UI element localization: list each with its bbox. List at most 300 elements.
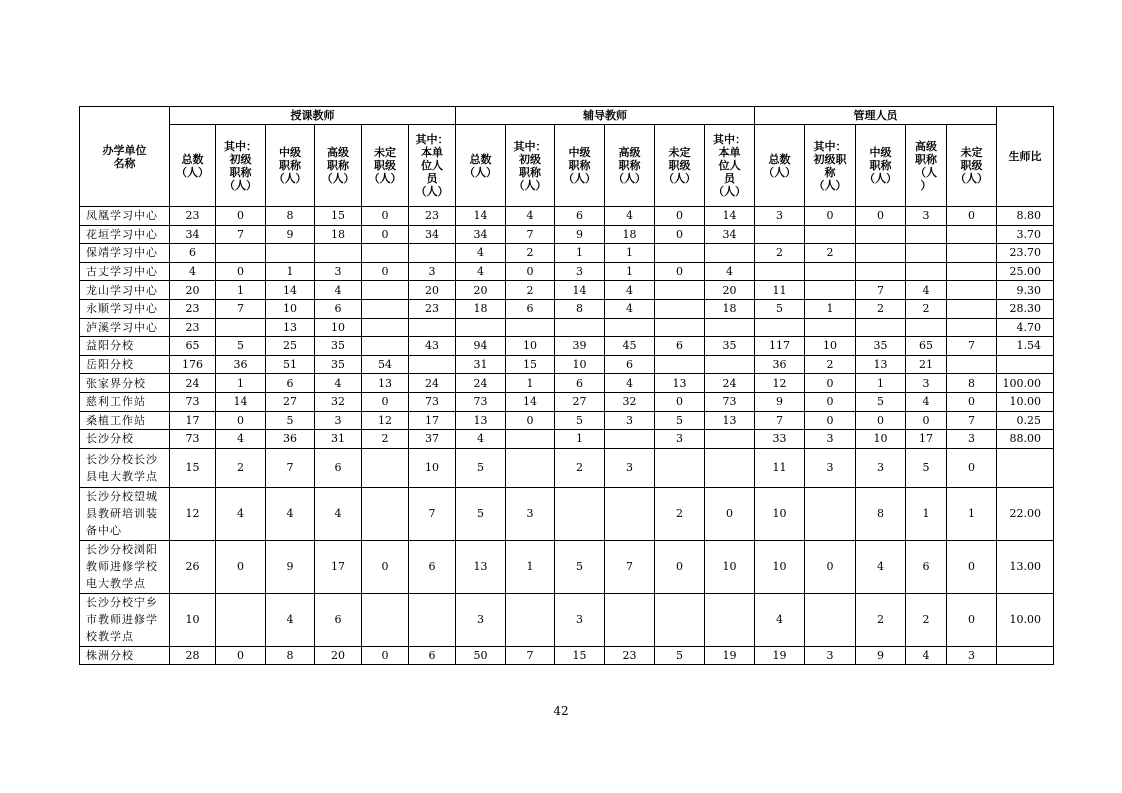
- value-cell: 2: [906, 593, 947, 646]
- ratio-cell: 8.80: [997, 207, 1054, 226]
- value-cell: [362, 448, 409, 487]
- value-cell: 35: [315, 337, 362, 356]
- table-row: [80, 337, 1054, 356]
- value-cell: 0: [906, 411, 947, 430]
- value-cell: 13: [456, 540, 506, 593]
- value-cell: 35: [856, 337, 906, 356]
- value-cell: 2: [856, 299, 906, 318]
- value-cell: 6: [506, 299, 555, 318]
- value-cell: 10: [755, 540, 805, 593]
- value-cell: 4: [906, 281, 947, 300]
- value-cell: 10: [805, 337, 856, 356]
- header-tutor-col-2: 中级 职称 （人）: [555, 125, 605, 207]
- value-cell: 23: [409, 299, 456, 318]
- value-cell: 4: [605, 374, 655, 393]
- value-cell: [555, 487, 605, 540]
- value-cell: 34: [705, 225, 755, 244]
- header-ratio: 生师比: [997, 107, 1054, 207]
- value-cell: [655, 355, 705, 374]
- value-cell: 10: [266, 299, 315, 318]
- unit-name-cell: 益阳分校: [80, 337, 170, 356]
- value-cell: [705, 318, 755, 337]
- value-cell: [705, 430, 755, 449]
- value-cell: 10: [170, 593, 216, 646]
- value-cell: 3: [506, 487, 555, 540]
- value-cell: 7: [506, 225, 555, 244]
- value-cell: 8: [947, 374, 997, 393]
- value-cell: 2: [362, 430, 409, 449]
- value-cell: 0: [856, 411, 906, 430]
- table-row: [80, 540, 1054, 593]
- value-cell: [947, 299, 997, 318]
- value-cell: 2: [506, 281, 555, 300]
- value-cell: [947, 225, 997, 244]
- value-cell: 31: [315, 430, 362, 449]
- value-cell: [947, 281, 997, 300]
- value-cell: 15: [315, 207, 362, 226]
- value-cell: 11: [755, 448, 805, 487]
- value-cell: 9: [266, 225, 315, 244]
- value-cell: 3: [409, 262, 456, 281]
- value-cell: 12: [170, 487, 216, 540]
- header-teaching-col-3: 高级 职称 （人）: [315, 125, 362, 207]
- value-cell: 28: [170, 646, 216, 665]
- value-cell: 11: [755, 281, 805, 300]
- table-row: [80, 355, 1054, 374]
- value-cell: 19: [705, 646, 755, 665]
- value-cell: 73: [170, 392, 216, 411]
- value-cell: [856, 318, 906, 337]
- value-cell: 24: [170, 374, 216, 393]
- value-cell: [362, 318, 409, 337]
- value-cell: 1: [555, 430, 605, 449]
- value-cell: 4: [216, 487, 266, 540]
- value-cell: 9: [755, 392, 805, 411]
- value-cell: 6: [409, 540, 456, 593]
- value-cell: [456, 318, 506, 337]
- value-cell: 4: [266, 593, 315, 646]
- value-cell: 9: [266, 540, 315, 593]
- value-cell: 7: [266, 448, 315, 487]
- unit-name-cell: 长沙分校望城 县教研培训装 备中心: [80, 487, 170, 540]
- value-cell: [906, 244, 947, 263]
- value-cell: 3: [805, 448, 856, 487]
- value-cell: 9: [555, 225, 605, 244]
- value-cell: 6: [555, 207, 605, 226]
- value-cell: 23: [170, 207, 216, 226]
- ratio-cell: 28.30: [997, 299, 1054, 318]
- value-cell: 0: [362, 225, 409, 244]
- table-row: [80, 207, 1054, 226]
- value-cell: [605, 593, 655, 646]
- value-cell: 34: [409, 225, 456, 244]
- value-cell: 33: [755, 430, 805, 449]
- value-cell: 0: [805, 207, 856, 226]
- value-cell: [805, 487, 856, 540]
- value-cell: 19: [755, 646, 805, 665]
- value-cell: 7: [605, 540, 655, 593]
- value-cell: 0: [805, 392, 856, 411]
- table-row: [80, 430, 1054, 449]
- value-cell: 20: [409, 281, 456, 300]
- value-cell: 0: [362, 392, 409, 411]
- value-cell: 13: [362, 374, 409, 393]
- value-cell: 6: [906, 540, 947, 593]
- value-cell: 5: [216, 337, 266, 356]
- value-cell: 3: [805, 430, 856, 449]
- value-cell: 3: [906, 207, 947, 226]
- value-cell: [906, 262, 947, 281]
- value-cell: [506, 448, 555, 487]
- table-row: [80, 299, 1054, 318]
- value-cell: 4: [755, 593, 805, 646]
- value-cell: 0: [947, 540, 997, 593]
- value-cell: 0: [216, 646, 266, 665]
- header-group-management: 管理人员: [755, 107, 997, 125]
- value-cell: 4: [315, 374, 362, 393]
- value-cell: 13: [266, 318, 315, 337]
- value-cell: [409, 244, 456, 263]
- value-cell: 13: [655, 374, 705, 393]
- unit-name-cell: 张家界分校: [80, 374, 170, 393]
- value-cell: 0: [506, 411, 555, 430]
- value-cell: 15: [555, 646, 605, 665]
- value-cell: 1: [216, 374, 266, 393]
- value-cell: [906, 318, 947, 337]
- header-teaching-col-5: 其中： 本单 位人 员 （人）: [409, 125, 456, 207]
- ratio-cell: 3.70: [997, 225, 1054, 244]
- unit-name-cell: 株洲分校: [80, 646, 170, 665]
- value-cell: 0: [362, 262, 409, 281]
- value-cell: 5: [456, 448, 506, 487]
- table-row: [80, 374, 1054, 393]
- unit-name-cell: 慈利工作站: [80, 392, 170, 411]
- value-cell: 18: [605, 225, 655, 244]
- value-cell: 20: [170, 281, 216, 300]
- value-cell: 3: [555, 593, 605, 646]
- value-cell: 1: [947, 487, 997, 540]
- value-cell: 23: [170, 318, 216, 337]
- value-cell: 0: [805, 374, 856, 393]
- ratio-cell: 23.70: [997, 244, 1054, 263]
- table-row: [80, 392, 1054, 411]
- value-cell: 8: [266, 646, 315, 665]
- value-cell: 0: [805, 411, 856, 430]
- value-cell: 0: [856, 207, 906, 226]
- value-cell: 36: [755, 355, 805, 374]
- value-cell: [216, 318, 266, 337]
- value-cell: 2: [655, 487, 705, 540]
- value-cell: [705, 593, 755, 646]
- value-cell: 54: [362, 355, 409, 374]
- value-cell: 0: [362, 646, 409, 665]
- value-cell: 18: [315, 225, 362, 244]
- value-cell: 0: [362, 540, 409, 593]
- value-cell: 12: [755, 374, 805, 393]
- value-cell: 5: [906, 448, 947, 487]
- value-cell: [216, 244, 266, 263]
- table-row: [80, 225, 1054, 244]
- value-cell: [362, 299, 409, 318]
- value-cell: 0: [655, 207, 705, 226]
- value-cell: 3: [315, 262, 362, 281]
- value-cell: [856, 244, 906, 263]
- value-cell: 3: [605, 448, 655, 487]
- value-cell: 6: [409, 646, 456, 665]
- value-cell: 3: [456, 593, 506, 646]
- table-row: [80, 318, 1054, 337]
- value-cell: [409, 355, 456, 374]
- ratio-cell: 22.00: [997, 487, 1054, 540]
- value-cell: 5: [266, 411, 315, 430]
- value-cell: 50: [456, 646, 506, 665]
- value-cell: 23: [409, 207, 456, 226]
- value-cell: 18: [456, 299, 506, 318]
- value-cell: 1: [266, 262, 315, 281]
- value-cell: 35: [315, 355, 362, 374]
- value-cell: 51: [266, 355, 315, 374]
- value-cell: 5: [655, 646, 705, 665]
- value-cell: 32: [605, 392, 655, 411]
- value-cell: 6: [655, 337, 705, 356]
- value-cell: 3: [555, 262, 605, 281]
- value-cell: 1: [216, 281, 266, 300]
- ratio-cell: 4.70: [997, 318, 1054, 337]
- value-cell: 3: [655, 430, 705, 449]
- value-cell: 4: [456, 430, 506, 449]
- value-cell: 7: [947, 411, 997, 430]
- value-cell: 5: [655, 411, 705, 430]
- unit-name-cell: 永顺学习中心: [80, 299, 170, 318]
- value-cell: 7: [216, 225, 266, 244]
- value-cell: 14: [216, 392, 266, 411]
- table-row: [80, 244, 1054, 263]
- header-teaching-col-1: 其中： 初级 职称 （人）: [216, 125, 266, 207]
- header-tutor-col-0: 总数 （人）: [456, 125, 506, 207]
- value-cell: 34: [170, 225, 216, 244]
- header-mgmt-col-0: 总数 （人）: [755, 125, 805, 207]
- unit-name-cell: 泸溪学习中心: [80, 318, 170, 337]
- value-cell: [805, 318, 856, 337]
- value-cell: 10: [315, 318, 362, 337]
- value-cell: 73: [409, 392, 456, 411]
- ratio-cell: [997, 355, 1054, 374]
- value-cell: 1: [805, 299, 856, 318]
- value-cell: 1: [506, 540, 555, 593]
- value-cell: [805, 225, 856, 244]
- ratio-cell: 100.00: [997, 374, 1054, 393]
- value-cell: 7: [506, 646, 555, 665]
- value-cell: 5: [856, 392, 906, 411]
- value-cell: 24: [705, 374, 755, 393]
- value-cell: [947, 318, 997, 337]
- ratio-cell: 9.30: [997, 281, 1054, 300]
- value-cell: 14: [456, 207, 506, 226]
- value-cell: 0: [947, 448, 997, 487]
- value-cell: 10: [555, 355, 605, 374]
- value-cell: 25: [266, 337, 315, 356]
- page-number: 42: [553, 704, 569, 718]
- table-row: [80, 281, 1054, 300]
- value-cell: 6: [605, 355, 655, 374]
- value-cell: [755, 262, 805, 281]
- value-cell: 14: [705, 207, 755, 226]
- value-cell: 8: [856, 487, 906, 540]
- value-cell: 2: [506, 244, 555, 263]
- value-cell: 3: [755, 207, 805, 226]
- value-cell: 1: [506, 374, 555, 393]
- header-teaching-col-2: 中级 职称 （人）: [266, 125, 315, 207]
- value-cell: 0: [655, 225, 705, 244]
- value-cell: [805, 593, 856, 646]
- value-cell: 2: [805, 355, 856, 374]
- value-cell: 4: [456, 244, 506, 263]
- ratio-cell: 10.00: [997, 392, 1054, 411]
- staff-table: [79, 106, 1054, 665]
- value-cell: 26: [170, 540, 216, 593]
- value-cell: 1: [856, 374, 906, 393]
- value-cell: 31: [456, 355, 506, 374]
- value-cell: [362, 487, 409, 540]
- value-cell: 3: [947, 646, 997, 665]
- value-cell: 35: [705, 337, 755, 356]
- value-cell: [655, 299, 705, 318]
- value-cell: [947, 262, 997, 281]
- value-cell: 10: [409, 448, 456, 487]
- value-cell: 6: [315, 593, 362, 646]
- value-cell: [506, 318, 555, 337]
- value-cell: 15: [506, 355, 555, 374]
- value-cell: [409, 318, 456, 337]
- value-cell: 14: [506, 392, 555, 411]
- value-cell: 1: [605, 262, 655, 281]
- value-cell: 37: [409, 430, 456, 449]
- value-cell: 4: [906, 392, 947, 411]
- value-cell: [805, 262, 856, 281]
- value-cell: 2: [856, 593, 906, 646]
- unit-name-cell: 岳阳分校: [80, 355, 170, 374]
- value-cell: 12: [362, 411, 409, 430]
- value-cell: 10: [755, 487, 805, 540]
- value-cell: 21: [906, 355, 947, 374]
- value-cell: 65: [906, 337, 947, 356]
- value-cell: 23: [170, 299, 216, 318]
- value-cell: 20: [456, 281, 506, 300]
- value-cell: 0: [805, 540, 856, 593]
- value-cell: [655, 244, 705, 263]
- value-cell: 176: [170, 355, 216, 374]
- value-cell: 0: [506, 262, 555, 281]
- value-cell: 10: [506, 337, 555, 356]
- value-cell: [506, 593, 555, 646]
- value-cell: 1: [555, 244, 605, 263]
- value-cell: 4: [605, 281, 655, 300]
- value-cell: 0: [705, 487, 755, 540]
- table-row: [80, 262, 1054, 281]
- value-cell: 39: [555, 337, 605, 356]
- value-cell: 18: [705, 299, 755, 318]
- value-cell: [605, 430, 655, 449]
- value-cell: 2: [906, 299, 947, 318]
- value-cell: [655, 318, 705, 337]
- value-cell: 0: [947, 207, 997, 226]
- unit-name-cell: 长沙分校: [80, 430, 170, 449]
- value-cell: 7: [755, 411, 805, 430]
- value-cell: 45: [605, 337, 655, 356]
- value-cell: 117: [755, 337, 805, 356]
- value-cell: 0: [655, 262, 705, 281]
- value-cell: 4: [216, 430, 266, 449]
- value-cell: 23: [605, 646, 655, 665]
- value-cell: 0: [947, 593, 997, 646]
- value-cell: 73: [456, 392, 506, 411]
- value-cell: 14: [266, 281, 315, 300]
- value-cell: 3: [856, 448, 906, 487]
- header-teaching-col-4: 未定 职级 （人）: [362, 125, 409, 207]
- value-cell: [362, 337, 409, 356]
- table-row: [80, 448, 1054, 487]
- value-cell: 7: [856, 281, 906, 300]
- value-cell: [856, 225, 906, 244]
- header-tutor-col-5: 其中： 本单 位人 员 （人）: [705, 125, 755, 207]
- value-cell: 0: [655, 540, 705, 593]
- value-cell: 3: [605, 411, 655, 430]
- value-cell: 15: [170, 448, 216, 487]
- value-cell: 7: [409, 487, 456, 540]
- value-cell: [362, 593, 409, 646]
- unit-name-cell: 花垣学习中心: [80, 225, 170, 244]
- value-cell: 13: [856, 355, 906, 374]
- ratio-cell: 1.54: [997, 337, 1054, 356]
- value-cell: 4: [605, 207, 655, 226]
- unit-name-cell: 长沙分校浏阳 教师进修学校 电大教学点: [80, 540, 170, 593]
- value-cell: 2: [555, 448, 605, 487]
- ratio-cell: 10.00: [997, 593, 1054, 646]
- value-cell: 27: [266, 392, 315, 411]
- header-mgmt-col-2: 中级 职称 （人）: [856, 125, 906, 207]
- value-cell: 4: [856, 540, 906, 593]
- value-cell: [605, 487, 655, 540]
- header-unit-name: 办学单位 名称: [80, 107, 170, 207]
- value-cell: 10: [856, 430, 906, 449]
- value-cell: 5: [555, 540, 605, 593]
- value-cell: [362, 281, 409, 300]
- header-tutor-col-3: 高级 职称 （人）: [605, 125, 655, 207]
- value-cell: 4: [315, 487, 362, 540]
- value-cell: [216, 593, 266, 646]
- header-tutor-col-1: 其中： 初级 职称 （人）: [506, 125, 555, 207]
- value-cell: 4: [705, 262, 755, 281]
- table-row: [80, 646, 1054, 665]
- value-cell: 7: [216, 299, 266, 318]
- value-cell: 2: [805, 244, 856, 263]
- value-cell: 73: [705, 392, 755, 411]
- table-row: [80, 411, 1054, 430]
- value-cell: [506, 430, 555, 449]
- value-cell: 36: [216, 355, 266, 374]
- value-cell: [655, 448, 705, 487]
- value-cell: 0: [216, 540, 266, 593]
- value-cell: 17: [315, 540, 362, 593]
- ratio-cell: 25.00: [997, 262, 1054, 281]
- value-cell: 94: [456, 337, 506, 356]
- value-cell: 34: [456, 225, 506, 244]
- value-cell: 3: [315, 411, 362, 430]
- value-cell: 0: [947, 392, 997, 411]
- value-cell: [605, 318, 655, 337]
- value-cell: 8: [555, 299, 605, 318]
- value-cell: 0: [655, 392, 705, 411]
